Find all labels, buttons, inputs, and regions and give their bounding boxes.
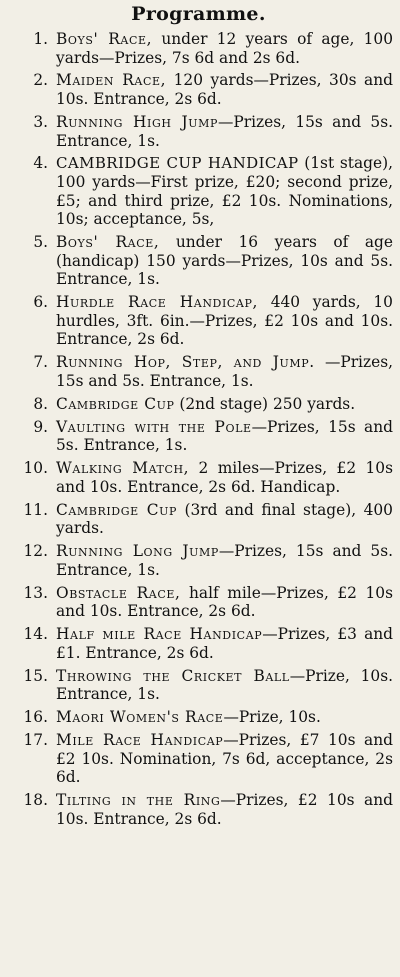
event-detail: —Prizes, 15s and 5s. Entrance, 1s. xyxy=(56,542,393,579)
event-detail: —Prizes, £7 10s and £2 10s. Nomination, 7s 6d, acceptance, 2s 6d. xyxy=(56,730,393,787)
event-detail: under 12 years of age, 100 yards—Prizes, 7s 6d and 2s 6d. xyxy=(56,30,393,67)
entry-text xyxy=(56,113,393,150)
event-detail: —Prizes, 15s and 5s. Entrance, 1s. xyxy=(56,112,394,150)
entry-text xyxy=(56,30,393,67)
event-name: Vaulting with the Pole xyxy=(56,417,252,436)
event-detail: (2nd stage) 250 yards. xyxy=(174,394,356,413)
event-detail: 120 yards—Prizes, 30s and 10s. Entrance, 2s 6d. xyxy=(56,71,393,109)
programme-entry xyxy=(4,154,393,228)
entry-text xyxy=(56,395,393,414)
entry-number: 1. xyxy=(33,30,48,48)
entry-text xyxy=(56,154,393,228)
entry-number: 14. xyxy=(23,625,48,644)
entry-text xyxy=(56,584,393,621)
event-detail: (1st stage), 100 yards—First prize, £20; second prize, £5; and third prize, £2 10s. Nominations, 10s; acceptance, 5s, xyxy=(56,154,393,229)
entry-number: 4. xyxy=(33,154,48,173)
entry-number: 10. xyxy=(23,459,48,478)
entry-number: 11. xyxy=(23,500,48,519)
event-name: CAMBRIDGE CUP HANDICAP xyxy=(56,154,299,173)
event-name: Tilting in the Ring xyxy=(56,791,221,810)
entry-text xyxy=(56,293,393,349)
entry-text xyxy=(56,791,393,828)
programme-entry xyxy=(4,542,393,579)
event-detail: —Prizes, 15s and 5s. Entrance, 1s. xyxy=(56,417,393,455)
programme-entry xyxy=(4,584,393,621)
event-detail: 2 miles—Prizes, £2 10s and 10s. Entrance, 2s 6d. Handicap. xyxy=(56,459,393,496)
programme-entry xyxy=(4,731,393,787)
programme-entry xyxy=(4,293,393,349)
programme-entry xyxy=(4,625,393,662)
programme-entry xyxy=(4,501,393,538)
event-detail: 440 yards, 10 hurdles, 3ft. 6in.—Prizes, £2 10s and 10s. Entrance, 2s 6d. xyxy=(56,293,393,349)
event-name: Boys' Race, xyxy=(56,30,153,48)
programme-entry xyxy=(4,395,393,414)
entry-number: 17. xyxy=(23,730,48,749)
programme-entry xyxy=(4,667,393,704)
event-name: Hurdle Race Handicap, xyxy=(56,293,258,312)
event-detail: —Prizes, 15s and 5s. Entrance, 1s. xyxy=(56,353,393,390)
entry-text xyxy=(56,233,393,289)
entry-number: 8. xyxy=(33,394,48,413)
programme-entry xyxy=(4,459,393,496)
programme-entry xyxy=(4,418,393,455)
event-detail: (3rd and final stage), 400 yards. xyxy=(56,500,393,538)
entry-number: 6. xyxy=(33,293,48,312)
event-name: Obstacle Race, xyxy=(56,583,181,602)
entry-text xyxy=(56,71,393,108)
programme-entry xyxy=(4,791,393,828)
entry-number: 12. xyxy=(23,542,48,561)
entry-number: 16. xyxy=(23,708,48,727)
event-name: Running High Jump xyxy=(56,112,218,131)
entry-number: 3. xyxy=(33,112,48,131)
event-detail: —Prize, 10s. xyxy=(223,708,321,727)
entry-text xyxy=(56,353,393,390)
entry-number: 13. xyxy=(23,583,48,602)
event-detail: —Prize, 10s. Entrance, 1s. xyxy=(56,666,393,704)
event-name: Mile Race Handicap xyxy=(56,730,224,749)
entry-text xyxy=(56,625,393,662)
programme-entry xyxy=(4,71,393,108)
entry-text xyxy=(56,418,393,455)
entry-text xyxy=(56,731,393,787)
event-detail: —Prizes, £2 10s and 10s. Entrance, 2s 6d. xyxy=(56,791,393,828)
event-detail: under 16 years of age (handicap) 150 yards—Prizes, 10s and 5s. Entrance, 1s. xyxy=(56,233,393,289)
entry-number: 9. xyxy=(33,417,48,436)
event-name: Boys' Race, xyxy=(56,233,160,252)
programme-entry xyxy=(4,113,393,150)
entry-number: 18. xyxy=(23,791,48,810)
event-detail: half mile—Prizes, £2 10s and 10s. Entrance, 2s 6d. xyxy=(56,583,393,621)
event-name: Running Long Jump xyxy=(56,542,219,561)
entry-text xyxy=(56,667,393,704)
event-name: Running Hop, Step, and Jump. xyxy=(56,353,315,372)
entry-number: 5. xyxy=(33,233,48,252)
entry-text xyxy=(56,459,393,496)
entry-text xyxy=(56,501,393,538)
programme-entry xyxy=(4,30,393,67)
programme-list xyxy=(4,30,393,828)
entry-text xyxy=(56,542,393,579)
event-name: Half mile Race Handicap xyxy=(56,625,263,644)
programme-entry xyxy=(4,353,393,390)
event-name: Throwing the Cricket Ball xyxy=(56,666,290,685)
entry-number: 7. xyxy=(33,353,48,372)
entry-number: 15. xyxy=(23,666,48,685)
programme-entry xyxy=(4,233,393,289)
event-detail: —Prizes, £3 and £1. Entrance, 2s 6d. xyxy=(56,625,394,662)
event-name: Maiden Race, xyxy=(56,71,167,90)
programme-entry xyxy=(4,708,393,727)
programme-title: Programme. xyxy=(131,3,266,25)
entry-text xyxy=(56,708,393,727)
event-name: Maori Women's Race xyxy=(56,708,224,727)
entry-number: 2. xyxy=(33,71,48,90)
event-name: Walking Match, xyxy=(56,459,190,478)
event-name: Cambridge Cup xyxy=(56,394,175,413)
event-name: Cambridge Cup xyxy=(56,500,178,519)
